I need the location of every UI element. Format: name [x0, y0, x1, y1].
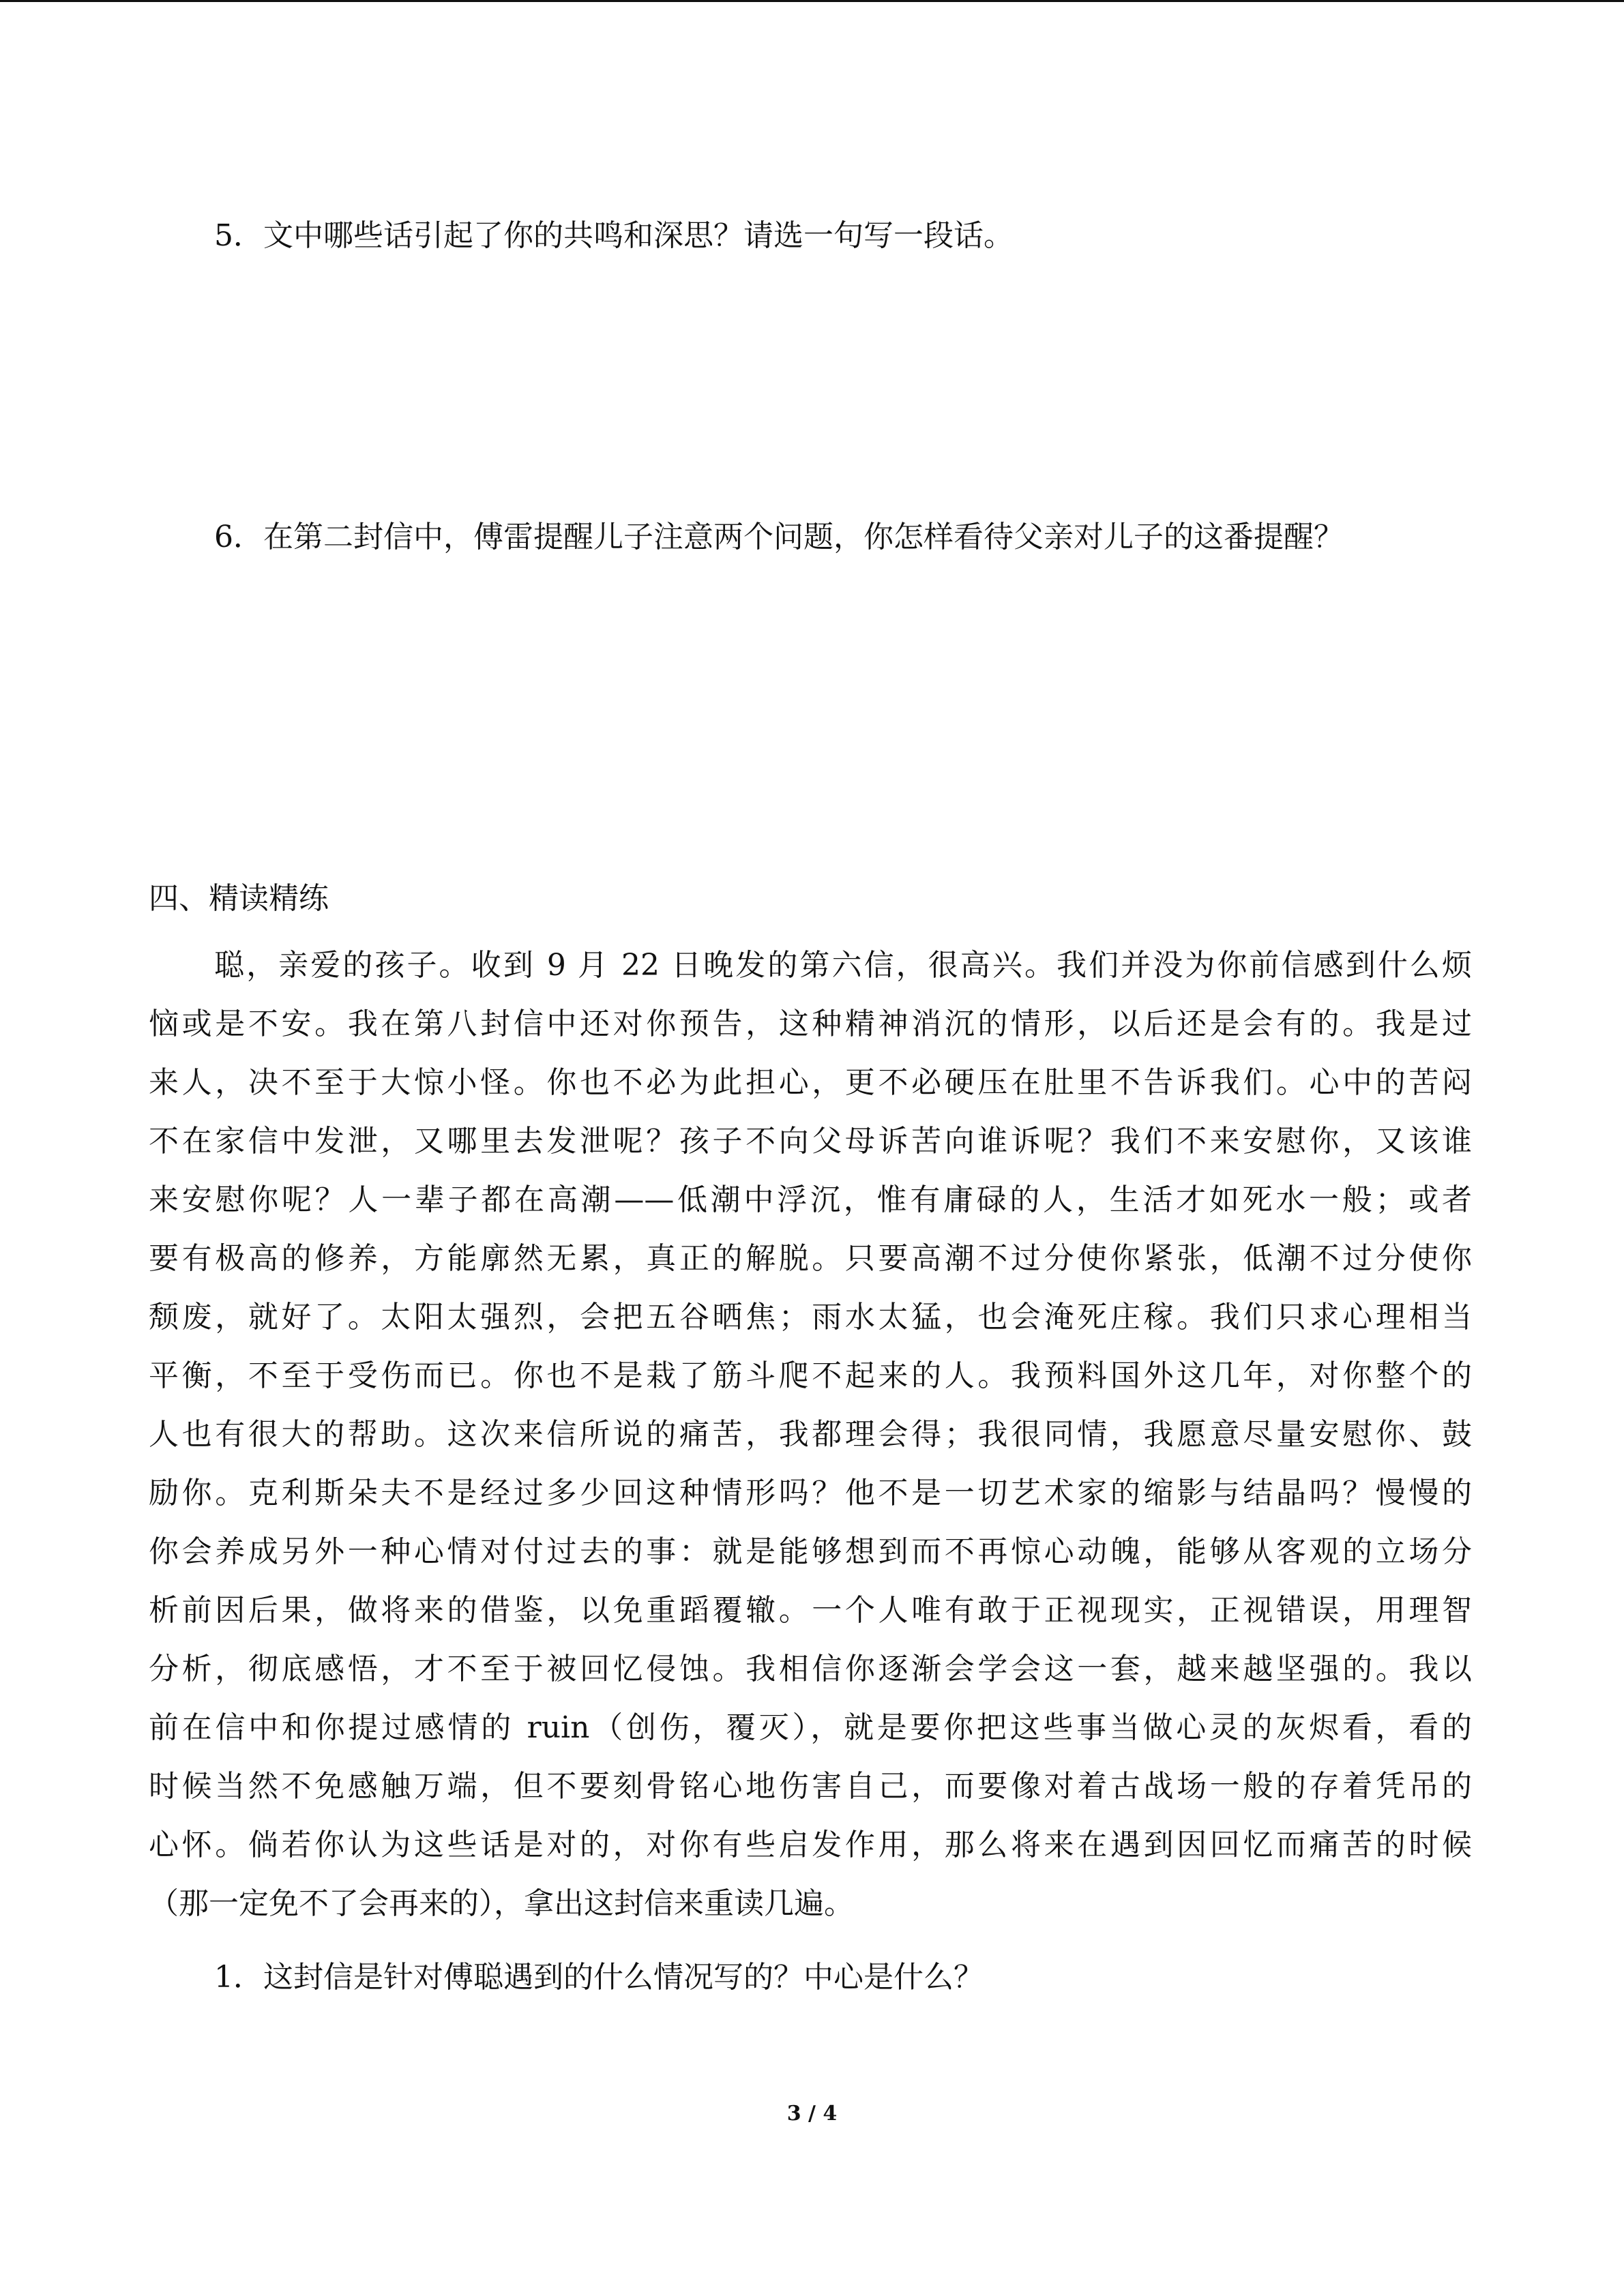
top-border-line	[0, 0, 1624, 2]
passage-line: 前在信中和你提过感情的 ruin（创伤，覆灭），就是要你把这些事当做心灵的灰烬看，看的	[149, 1710, 1472, 1745]
passage-line: 时候当然不免感触万端，但不要刻骨铭心地伤害自己，而要像对着古战场一般的存着凭吊的	[149, 1769, 1472, 1804]
passage-line: 人也有很大的帮助。这次来信所说的痛苦，我都理会得；我很同情，我愿意尽量安慰你、鼓	[149, 1417, 1472, 1452]
passage-line: 励你。克利斯朵夫不是经过多少回这种情形吗？他不是一切艺术家的缩影与结晶吗？慢慢的	[149, 1476, 1472, 1510]
passage-line: 不在家信中发泄，又哪里去发泄呢？孩子不向父母诉苦向谁诉呢？我们不来安慰你，又该谁	[149, 1124, 1472, 1159]
passage-line: 聪，亲爱的孩子。收到 9 月 22 日晚发的第六信，很高兴。我们并没为你前信感到什么烦	[214, 948, 1472, 983]
passage-line: 来人，决不至于大惊小怪。你也不必为此担心，更不必硬压在肚里不告诉我们。心中的苦闷	[149, 1065, 1472, 1100]
question-1: 1．这封信是针对傅聪遇到的什么情况写的？中心是什么？	[214, 1960, 984, 1995]
passage-line: 心怀。倘若你认为这些话是对的，对你有些启发作用，那么将来在遇到因回忆而痛苦的时候	[149, 1828, 1472, 1862]
passage-line: 要有极高的修养，方能廓然无累，真正的解脱。只要高潮不过分使你紧张，低潮不过分使你	[149, 1241, 1472, 1276]
section-title: 四、精读精练	[149, 881, 329, 916]
passage-line: 析前因后果，做将来的借鉴，以免重蹈覆辙。一个人唯有敢于正视现实，正视错误，用理智	[149, 1593, 1472, 1628]
question-6: 6．在第二封信中，傅雷提醒儿子注意两个问题，你怎样看待父亲对儿子的这番提醒？	[214, 520, 1344, 554]
passage-line: 分析，彻底感悟，才不至于被回忆侵蚀。我相信你逐渐会学会这一套，越来越坚强的。我以	[149, 1652, 1472, 1686]
passage-line: 恼或是不安。我在第八封信中还对你预告，这种精神消沉的情形，以后还是会有的。我是过	[149, 1007, 1472, 1041]
question-5: 5．文中哪些话引起了你的共鸣和深思？请选一句写一段话。	[214, 218, 1014, 253]
passage-line: 颓废，就好了。太阳太强烈，会把五谷晒焦；雨水太猛，也会淹死庄稼。我们只求心理相当	[149, 1300, 1472, 1335]
passage-line: 你会养成另外一种心情对付过去的事：就是能够想到而不再惊心动魄，能够从客观的立场分	[149, 1534, 1472, 1569]
reading-passage	[149, 936, 1472, 1933]
passage-line: 平衡，不至于受伤而已。你也不是栽了筋斗爬不起来的人。我预料国外这几年，对你整个的	[149, 1358, 1472, 1393]
passage-line: （那一定免不了会再来的），拿出这封信来重读几遍。	[149, 1886, 854, 1921]
passage-line: 来安慰你呢？人一辈子都在高潮——低潮中浮沉，惟有庸碌的人，生活才如死水一般；或者	[149, 1182, 1472, 1217]
page-number: 3 / 4	[786, 2102, 838, 2126]
